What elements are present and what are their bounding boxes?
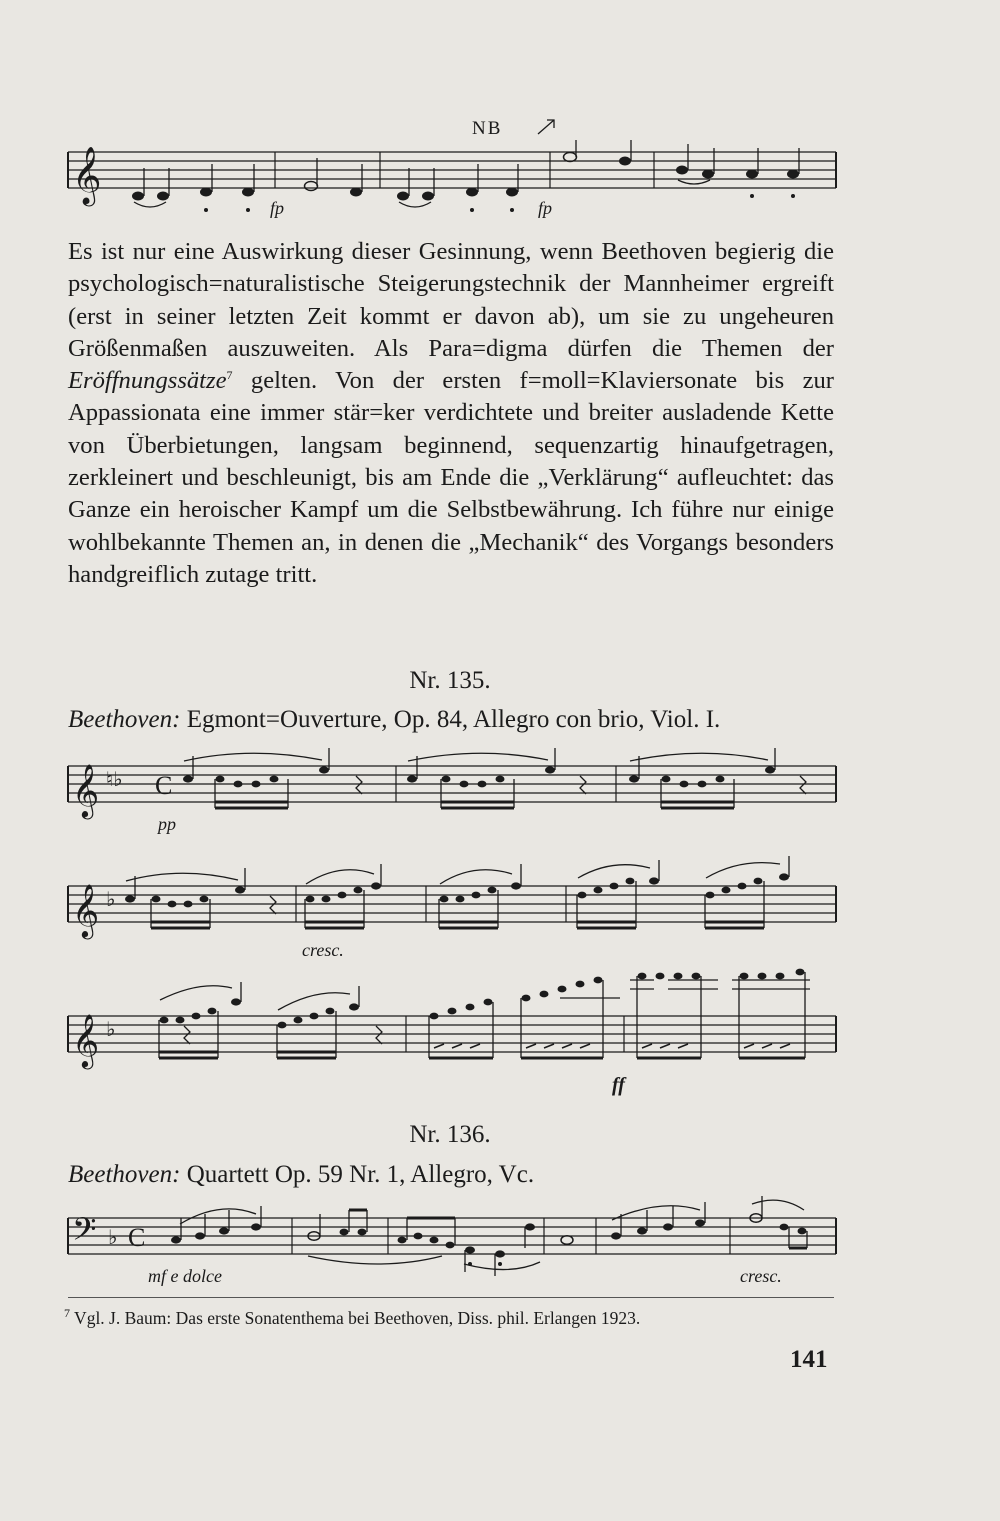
svg-text:C: C	[128, 1223, 146, 1252]
dynamic-fp-2: fp	[538, 198, 553, 218]
example-135-composer: Beethoven:	[68, 706, 181, 733]
svg-text:𝄞: 𝄞	[72, 146, 102, 204]
svg-text:C: C	[155, 771, 173, 800]
svg-text:♭: ♭	[108, 1227, 118, 1249]
footnote-reference: 7	[226, 368, 233, 382]
footnote-rule	[68, 1297, 834, 1298]
dynamic-cresc: cresc.	[302, 940, 344, 960]
dynamic-cresc-136: cresc.	[740, 1266, 782, 1286]
svg-text:♭: ♭	[106, 889, 116, 911]
svg-text:♭: ♭	[106, 1019, 116, 1041]
footnote	[64, 1308, 844, 1329]
paragraph-text-part-1: Es ist nur eine Auswirkung dieser Gesinnung, wenn Beethoven begierig die psychologisch=naturalistische Steigerungstechnik der Mannheimer ergreift (erst in seiner letzten Zeit kommt er davon ab), um sie zu ungeheuren Größenmaßen auszuweiten. Als Para=digma dürfen die Themen der	[68, 238, 834, 362]
dynamic-pp: pp	[158, 814, 176, 834]
dynamic-mf-e-dolce: mf e dolce	[148, 1266, 222, 1286]
example-135-work: Egmont=Ouverture, Op. 84, Allegro con brio, Viol. I.	[180, 706, 721, 733]
example-136-work: Quartett Op. 59 Nr. 1, Allegro, Vc.	[180, 1161, 535, 1188]
footnote-mark: 7	[64, 1306, 70, 1321]
example-135-title	[68, 706, 848, 734]
svg-text:𝄞: 𝄞	[72, 763, 100, 817]
page-number: 141	[790, 1346, 828, 1373]
svg-text:♮♭: ♮♭	[106, 769, 123, 791]
music-staff-136	[60, 1210, 840, 1270]
example-136-composer: Beethoven:	[68, 1161, 181, 1188]
paragraph-text-part-2: gelten. Von der ersten f=moll=Klaviersonate bis zur Appassionata eine immer stär=ker verdichtete und breiter ausladende Kette von Überbietungen, langsam beginnend, sequenzartig hinaufgetragen, zerkleinert und beschleunigt, bis am Ende die „Verklärung“ aufleuchtet: das Ganze ein heroischer Kampf um die Selbstbewährung. Ich führe nur einige wohlbekannte Themen an, in denen die „Mechanik“ des Vorgangs besonders handgreiflich zutage tritt.	[68, 367, 834, 588]
example-135-number: Nr. 135.	[409, 667, 491, 694]
dynamic-fp-1: fp	[270, 198, 285, 218]
music-staff-top	[60, 140, 840, 220]
example-136-number: Nr. 136.	[409, 1121, 491, 1148]
dynamic-ff: ff	[612, 1074, 625, 1096]
italic-term: Eröffnungssätze	[68, 367, 227, 395]
body-paragraph	[68, 236, 834, 591]
example-136-title	[68, 1161, 848, 1189]
music-staff-135-line-2	[60, 876, 840, 936]
music-staff-135-line-1	[60, 756, 840, 816]
music-staff-135-line-3	[60, 1006, 840, 1066]
svg-text:𝄞: 𝄞	[72, 1013, 100, 1067]
footnote-text: Vgl. J. Baum: Das erste Sonatenthema bei Beethoven, Diss. phil. Erlangen 1923.	[70, 1308, 641, 1328]
nb-label: NB	[472, 118, 503, 139]
svg-text:𝄞: 𝄞	[72, 883, 100, 937]
svg-text:𝄢: 𝄢	[72, 1211, 97, 1255]
